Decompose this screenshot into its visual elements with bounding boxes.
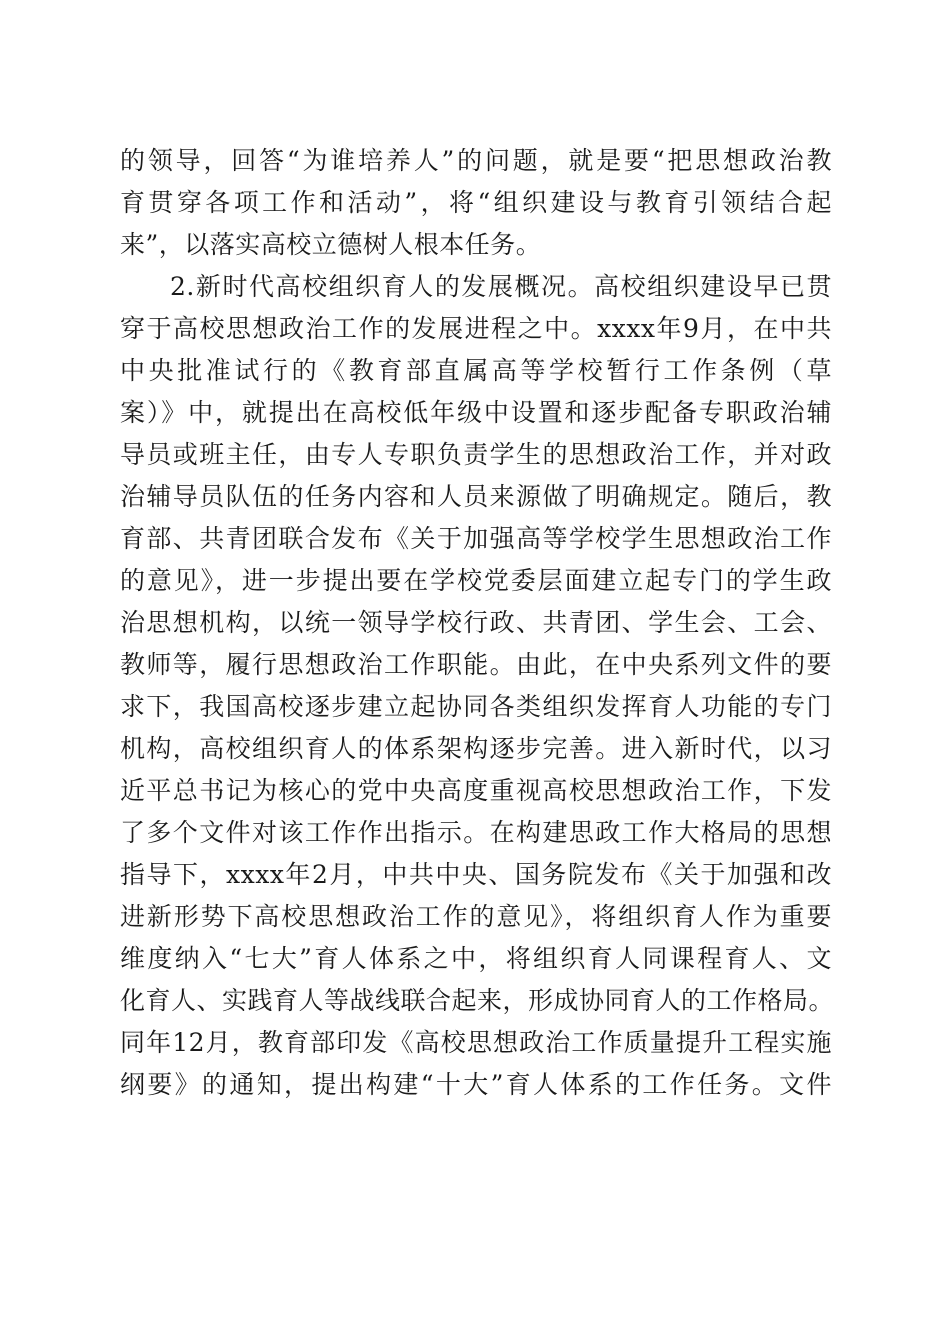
text-line: 治辅导员队伍的任务内容和人员来源做了明确规定。随后，教	[120, 482, 832, 511]
text-line: 育部、共青团联合发布《关于加强高等学校学生思想政治工作	[120, 524, 832, 553]
text-line: 来”，以落实高校立德树人根本任务。	[120, 230, 542, 259]
text-line: 2.新时代高校组织育人的发展概况。高校组织建设早已贯	[170, 272, 832, 301]
text-line: 治思想机构，以统一领导学校行政、共青团、学生会、工会、	[120, 608, 832, 637]
text-line: 近平总书记为核心的党中央高度重视高校思想政治工作，下发	[120, 776, 832, 805]
text-line: 维度纳入“七大”育人体系之中，将组织育人同课程育人、文	[120, 944, 832, 973]
text-line: 教师等，履行思想政治工作职能。由此，在中央系列文件的要	[120, 650, 832, 679]
text-line: 纲要》的通知，提出构建“十大”育人体系的工作任务。文件	[120, 1070, 832, 1099]
text-line: 化育人、实践育人等战线联合起来，形成协同育人的工作格局。	[120, 986, 835, 1015]
text-line: 的意见》，进一步提出要在学校党委层面建立起专门的学生政	[120, 566, 832, 595]
body-text	[120, 140, 835, 1106]
text-line: 进新形势下高校思想政治工作的意见》，将组织育人作为重要	[120, 902, 832, 931]
text-line: 中央批准试行的《教育部直属高等学校暂行工作条例（草	[120, 356, 832, 385]
text-line: 机构，高校组织育人的体系架构逐步完善。进入新时代，以习	[120, 734, 832, 763]
text-line: 求下，我国高校逐步建立起协同各类组织发挥育人功能的专门	[120, 692, 832, 721]
text-line: 了多个文件对该工作作出指示。在构建思政工作大格局的思想	[120, 818, 832, 847]
text-line: 同年12月，教育部印发《高校思想政治工作质量提升工程实施	[120, 1028, 832, 1057]
text-line: 育贯穿各项工作和活动”，将“组织建设与教育引领结合起	[120, 188, 832, 217]
text-line: 案）》中，就提出在高校低年级中设置和逐步配备专职政治辅	[120, 398, 832, 427]
text-line: 的领导，回答“为谁培养人”的问题，就是要“把思想政治教	[120, 146, 832, 175]
text-line: 穿于高校思想政治工作的发展进程之中。xxxx年9月，在中共	[120, 314, 832, 343]
text-line: 指导下，xxxx年2月，中共中央、国务院发布《关于加强和改	[120, 860, 832, 889]
text-line: 导员或班主任，由专人专职负责学生的思想政治工作，并对政	[120, 440, 832, 469]
